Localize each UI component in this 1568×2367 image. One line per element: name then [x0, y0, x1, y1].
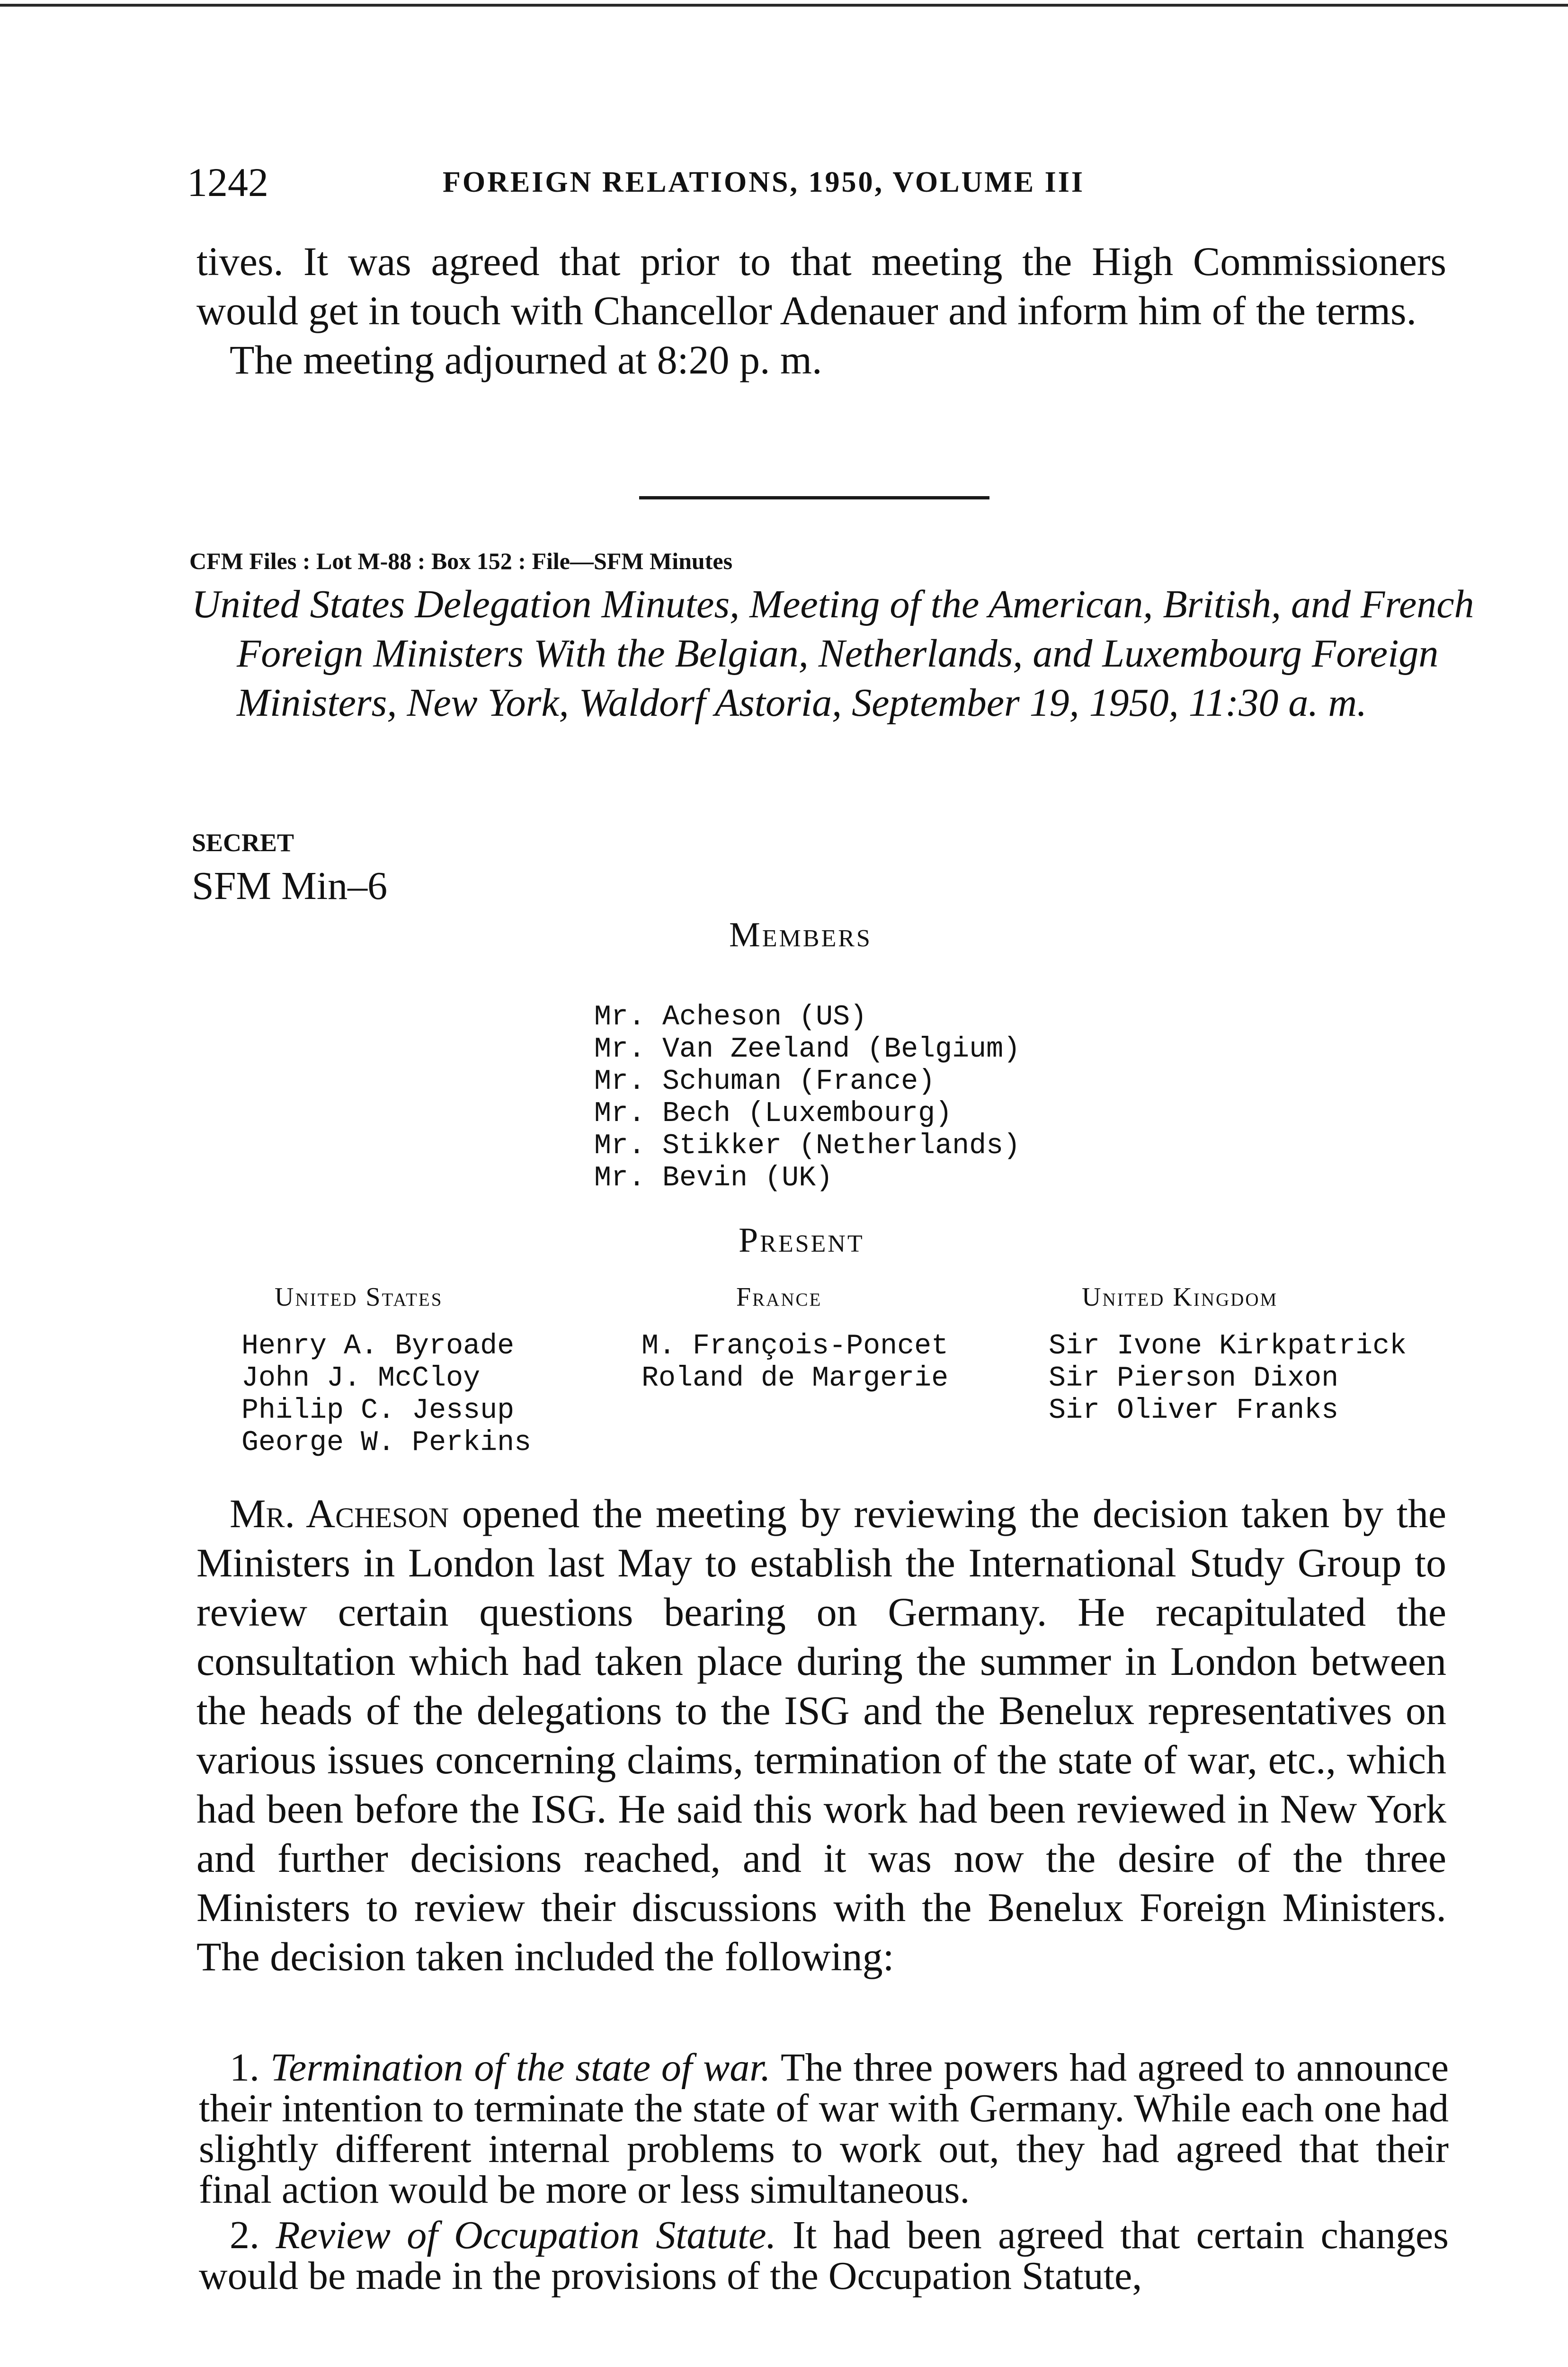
section-divider: [639, 496, 989, 499]
page-header: [187, 156, 1456, 208]
member-item: Mr. Bech (Luxembourg): [594, 1098, 953, 1130]
member-item: Mr. Stikker (Netherlands): [594, 1130, 1021, 1162]
attendee-name: Philip C. Jessup: [241, 1395, 515, 1427]
member-item: Mr. Schuman (France): [594, 1066, 935, 1098]
opening-paragraph-text: opened the meeting by reviewing the decision taken by the Ministers in London last May to establish the International Study Group to review certain questions bearing on Germany. He recapitulated the consultation which had taken place during the summer in London between the heads of the delegations to the ISG and the Benelux representatives on various issues concerning claims, termination of the state of war, etc., which had been before the ISG. He said this work had been reviewed in New York and further decisions reached, and it was now the desire of the three Ministers to review their discussions with the Benelux Foreign Ministers. The decision taken included the following:: [196, 1491, 1446, 1979]
members-heading: Members: [729, 916, 872, 954]
attendee-name: Sir Pierson Dixon: [1049, 1362, 1339, 1395]
speaker-name: Mr. Acheson: [230, 1491, 449, 1536]
item-heading: Review of Occupation Statute.: [276, 2213, 776, 2257]
attendee-name: M. François-Poncet: [641, 1330, 949, 1362]
item-text: It had been agreed that certain changes would be made in the provisions of the Occupation Statute,: [199, 2213, 1449, 2298]
page-number: 1242: [187, 160, 268, 205]
united-kingdom-list: [1049, 1330, 1407, 1427]
classification-label: SECRET: [192, 828, 294, 857]
document-number: SFM Min–6: [192, 864, 388, 908]
attendee-name: George W. Perkins: [241, 1427, 532, 1459]
present-united-states: [241, 1278, 532, 1459]
france-list: [641, 1330, 948, 1395]
member-item: Mr. Acheson (US): [594, 1001, 867, 1033]
continuation-text: [196, 237, 1446, 384]
france-heading: France: [736, 1282, 822, 1312]
item-heading: Termination of the state of war.: [270, 2046, 771, 2090]
adjourned-line: The meeting adjourned at 8:20 p. m.: [230, 337, 822, 383]
united-states-heading: United States: [275, 1282, 443, 1312]
present-france: [641, 1278, 948, 1395]
decision-item: [199, 2047, 1449, 2210]
attendee-name: Roland de Margerie: [641, 1362, 949, 1395]
running-head: FOREIGN RELATIONS, 1950, VOLUME III: [443, 166, 1085, 198]
members-list: [594, 1001, 1020, 1194]
item-number: 1.: [230, 2046, 259, 2090]
member-item: Mr. Van Zeeland (Belgium): [594, 1033, 1021, 1066]
present-heading: Present: [739, 1221, 864, 1260]
file-reference: CFM Files : Lot M-88 : Box 152 : File—SFM Minutes: [189, 548, 733, 574]
attendee-name: Henry A. Byroade: [241, 1330, 515, 1362]
attendee-name: John J. McCloy: [241, 1362, 481, 1395]
present-united-kingdom: [1049, 1278, 1407, 1427]
decision-item: [199, 2215, 1449, 2296]
united-kingdom-heading: United Kingdom: [1082, 1282, 1278, 1312]
attendee-name: Sir Ivone Kirkpatrick: [1049, 1330, 1407, 1362]
continuation-paragraph: tives. It was agreed that prior to that meeting the High Commissioners would get in touch with Chancellor Adenauer and inform him of the terms.: [196, 239, 1446, 333]
main-body: [196, 1489, 1446, 1981]
member-item: Mr. Bevin (UK): [594, 1162, 833, 1194]
document-title: United States Delegation Minutes, Meeting of the American, British, and French Foreign Ministers With the Belgian, Netherlands, and Luxembourg Foreign Ministers, New York, Waldorf Astoria, September 19, 1950, 11:30 a. m.: [192, 582, 1474, 725]
united-states-list: [241, 1330, 531, 1459]
item-number: 2.: [230, 2213, 259, 2257]
attendee-name: Sir Oliver Franks: [1049, 1395, 1339, 1427]
decision-list: [199, 2047, 1449, 2301]
opening-paragraph: [196, 1489, 1446, 1981]
item-text: The three powers had agreed to announce their intention to terminate the state of war with Germany. While each one had slightly different internal problems to work out, they had agreed that their final action would be more or less simultaneous.: [199, 2046, 1449, 2212]
